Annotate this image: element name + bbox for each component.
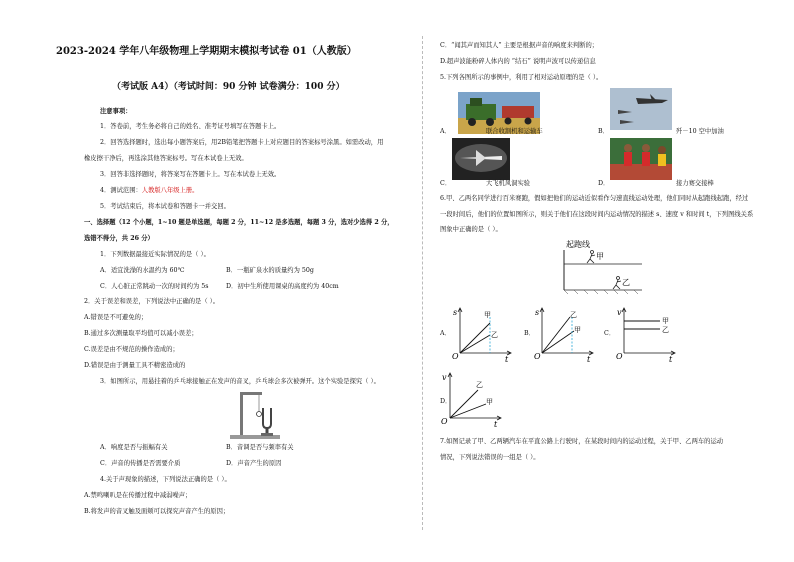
- tuning-fork-prongs: [263, 408, 271, 428]
- q5-option-c-label: C．: [440, 180, 452, 187]
- q2-option-d: D.错误是由于测量工具不精密造成的: [84, 362, 186, 369]
- q6-graph-b: [532, 305, 598, 363]
- tuning-fork-figure: [226, 390, 284, 442]
- notice-item-4: 4．测试范围：人教版八年级上册。: [100, 187, 199, 194]
- start-line-label: 起跑线: [566, 240, 590, 249]
- q3-option-c: C．声音的传播是否需要介质: [100, 460, 181, 467]
- q6-option-c-label: C．: [604, 330, 616, 337]
- axis-s: s: [453, 308, 458, 317]
- q5-option-d-caption: 接力赛交接棒: [676, 180, 714, 187]
- label-jia: 甲: [574, 326, 581, 334]
- q4-stem: 4.关于声现象的描述，下列说法正确的是（ ）。: [100, 476, 231, 483]
- jet-refuel-photo: [610, 88, 672, 130]
- q3-option-b: B．音调是否与频率有关: [226, 444, 294, 451]
- q4-option-b: B.将发声的音叉触及面颊可以探究声音产生的原因；: [84, 508, 230, 515]
- q2-stem: 2．关于误差和误差，下列说法中正确的是（ ）。: [84, 298, 220, 305]
- q5-option-b-label: B．: [598, 128, 609, 135]
- q7-line-2: 情况，下列说法错误的一组是（ ）。: [440, 454, 540, 461]
- notice-item-2: 2．回答选择题时，选出每小题答案后，用2B铅笔把答题卡上对应题目的答案标号涂黑。如需改动，用: [100, 139, 384, 146]
- origin: O: [452, 352, 459, 361]
- line-yi: [542, 317, 570, 353]
- q3-option-a: A．响度是否与振幅有关: [100, 444, 168, 451]
- q4-option-a: A.禁鸣喇叭是在传播过程中减弱噪声；: [84, 492, 192, 499]
- ping-pong-ball: [257, 412, 262, 417]
- label-yi: 乙: [491, 331, 498, 339]
- origin: O: [534, 352, 541, 361]
- stand-pole: [240, 392, 243, 436]
- notice-item-5: 5．考试结束后，将本试卷和答题卡一并交回。: [100, 203, 230, 210]
- q3-option-d: D．声音产生的原因: [226, 460, 282, 467]
- q6-line-3: 图象中正确的是（ ）。: [440, 226, 502, 233]
- origin: O: [616, 352, 623, 361]
- q5-option-d-label: D．: [598, 180, 610, 187]
- q5-option-a-label: A．: [440, 128, 451, 135]
- line-jia: [450, 404, 486, 418]
- q5-option-a-caption: 联合收割机和运输车: [486, 128, 543, 135]
- line-jia: [542, 331, 574, 353]
- label-yi: 乙: [476, 381, 483, 389]
- label-yi: 乙: [570, 311, 577, 319]
- q6-option-a-label: A．: [440, 330, 451, 337]
- origin: O: [441, 417, 448, 426]
- q7-line-1: 7.如图记录了甲、乙两辆汽车在平直公路上行驶时，在某段时间内的运动过程，关于甲、乙两车的运动: [440, 438, 724, 445]
- section1-heading-cont: 选错不得分，共 26 分）: [84, 235, 154, 242]
- q6-graph-a: [450, 305, 516, 363]
- q6-graph-c: [614, 305, 684, 363]
- q2-option-b: B.通过多次测量取平均值可以减小误差；: [84, 330, 198, 337]
- label-jia: 甲: [662, 317, 669, 325]
- q4-option-d: D.超声波能粉碎人体内的 “结石” 说明声波可以传递信息: [440, 58, 596, 65]
- runner-yi-label: 乙: [622, 278, 630, 287]
- start-line-figure: [562, 238, 646, 294]
- exam-title: 2023-2024 学年八年级物理上学期期末模拟考试卷 01（人教版）: [56, 46, 357, 57]
- q6-line-2: 一段时间后，他们的位置如图所示，则关于他们在这段时间内运动情况的描述 s、速度 v 和时间 t，下列图线关系: [440, 211, 754, 218]
- notice-item-3: 3．回答非选择题时，将答案写在答题卡上。写在本试卷上无效。: [100, 171, 281, 178]
- label-jia: 甲: [486, 398, 493, 406]
- axis-t: t: [587, 355, 591, 363]
- label-jia: 甲: [484, 311, 491, 319]
- exam-subtitle: （考试版 A4）（考试时间：90 分钟 试卷满分：100 分）: [112, 82, 345, 92]
- fork-base: [261, 433, 273, 436]
- test-range-value: 人教版八年级上册。: [141, 187, 199, 194]
- axis-s: s: [535, 308, 540, 317]
- q1-option-b: B．一瓶矿泉水的质量约为 50g: [226, 267, 314, 274]
- line-yi: [450, 390, 478, 418]
- notice-item-1: 1．答卷前，考生务必将自己的姓名、准考证号填写在答题卡上。: [100, 123, 281, 130]
- q2-option-c: C.误差是由不规范的操作造成的；: [84, 346, 179, 353]
- column-divider: [422, 36, 423, 530]
- q5-option-c-caption: 大飞机风洞实验: [486, 180, 531, 187]
- q1-stem: 1．下列数据最接近实际情况的是（ ）。: [100, 251, 210, 258]
- notice-heading: 注意事项：: [100, 108, 132, 115]
- q6-graph-d: [436, 370, 506, 428]
- label-yi: 乙: [662, 326, 669, 334]
- q2-option-a: A.错误是不可避免的；: [84, 314, 148, 321]
- wind-tunnel-photo: [452, 138, 510, 180]
- q6-option-d-label: D．: [440, 398, 452, 405]
- axis-t: t: [494, 420, 498, 428]
- stand-arm: [240, 392, 262, 395]
- axis-v: v: [617, 308, 622, 317]
- relay-photo: [610, 138, 672, 180]
- runner-jia-label: 甲: [596, 252, 604, 261]
- notice-item-2b: 橡皮擦干净后，再选涂其他答案标号。写在本试卷上无效。: [84, 155, 248, 162]
- q1-option-a: A．适宜洗澡的水温约为 60℃: [100, 267, 185, 274]
- q5-stem: 5.下列各图所示的事例中，利用了相对运动原理的是（ ）。: [440, 74, 603, 81]
- q1-option-c: C．人心脏正常跳动一次的时间约为 5s: [100, 283, 209, 290]
- q5-option-b-caption: 歼－10 空中加油: [676, 128, 724, 135]
- runner-jia-icon: [587, 251, 595, 264]
- axis-t: t: [669, 355, 673, 363]
- q6-line-1: 6.甲、乙两名同学进行百米赛跑，假如把他们的运动近似看作匀速直线运动处理，他们同时从起跑线起跑，经过: [440, 195, 749, 202]
- q6-option-b-label: B．: [524, 330, 535, 337]
- axis-t: t: [505, 355, 509, 363]
- q4-option-c: C．“闻其声而知其人” 主要是根据声音的响度来判断的；: [440, 42, 599, 49]
- axis-v: v: [442, 373, 447, 382]
- q1-option-d: D．初中生所使用课桌的高度约为 40cm: [226, 283, 339, 290]
- section1-heading: 一、选择题（12 个小题，1~10 题是单选题，每题 2 分，11~12 是多选题，每题 3 分，选对少选得 2 分，: [84, 219, 394, 226]
- runner-yi-icon: [613, 277, 621, 290]
- q3-stem: 3．如图所示，用悬挂着的乒乓球接触正在发声的音叉，乒乓球会多次被弹开。这个实验是探究（ ）。: [100, 378, 380, 385]
